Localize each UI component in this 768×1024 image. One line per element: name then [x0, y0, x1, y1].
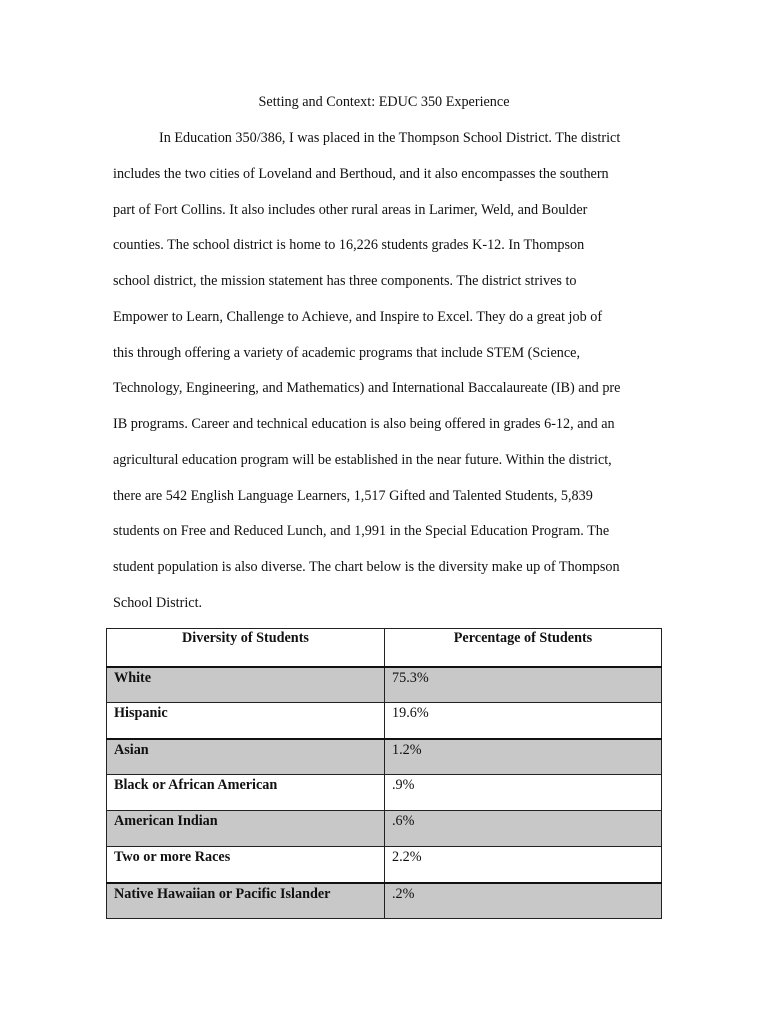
document-title: Setting and Context: EDUC 350 Experience [258, 94, 510, 110]
paragraph-line: includes the two cities of Loveland and Berthoud, and it also encompasses the southern [113, 165, 609, 182]
percent-cell: 75.3% [385, 667, 662, 703]
paragraph-line: there are 542 English Language Learners, 1,517 Gifted and Talented Students, 5,839 [113, 487, 593, 504]
group-cell: Native Hawaiian or Pacific Islander [107, 883, 385, 919]
paragraph-line: agricultural education program will be established in the near future. Within the district, [113, 451, 612, 468]
group-cell: Hispanic [107, 703, 385, 739]
group-cell: Two or more Races [107, 847, 385, 883]
percent-cell: 2.2% [385, 847, 662, 883]
group-cell: Black or African American [107, 775, 385, 811]
table-row [107, 703, 662, 739]
table-header-row [107, 629, 662, 667]
paragraph-line: In Education 350/386, I was placed in the Thompson School District. The district [159, 130, 621, 146]
group-cell: Asian [107, 739, 385, 775]
paragraph-line: IB programs. Career and technical education is also being offered in grades 6-12, and an [113, 416, 615, 432]
column-header-percentage: Percentage of Students [385, 629, 662, 667]
paragraph-line: school district, the mission statement has three components. The district strives to [113, 273, 577, 289]
table-row [107, 883, 662, 919]
percent-cell: .6% [385, 811, 662, 847]
paragraph-line: counties. The school district is home to 16,226 students grades K-12. In Thompson [113, 237, 585, 254]
column-header-diversity: Diversity of Students [107, 629, 385, 667]
percent-cell: .2% [385, 883, 662, 919]
table-row [107, 775, 662, 811]
table-row [107, 847, 662, 883]
paragraph-line: Technology, Engineering, and Mathematics) and International Baccalaureate (IB) and pre [113, 380, 621, 397]
body-paragraph [113, 128, 653, 629]
paragraph-line: Empower to Learn, Challenge to Achieve, and Inspire to Excel. They do a great job of [113, 308, 603, 325]
percent-cell: 19.6% [385, 703, 662, 739]
paragraph-line: School District. [113, 594, 203, 611]
group-cell: White [107, 667, 385, 703]
paragraph-line: students on Free and Reduced Lunch, and 1,991 in the Special Education Program. The [113, 523, 610, 540]
paragraph-line: part of Fort Collins. It also includes other rural areas in Larimer, Weld, and Boulder [113, 201, 588, 218]
paragraph-line: this through offering a variety of academic programs that include STEM (Science, [113, 344, 580, 361]
diversity-table [106, 628, 662, 919]
paragraph-line: student population is also diverse. The chart below is the diversity make up of Thompson [113, 559, 620, 575]
table-row [107, 667, 662, 703]
table-row [107, 811, 662, 847]
percent-cell: .9% [385, 775, 662, 811]
group-cell: American Indian [107, 811, 385, 847]
table-row [107, 739, 662, 775]
percent-cell: 1.2% [385, 739, 662, 775]
